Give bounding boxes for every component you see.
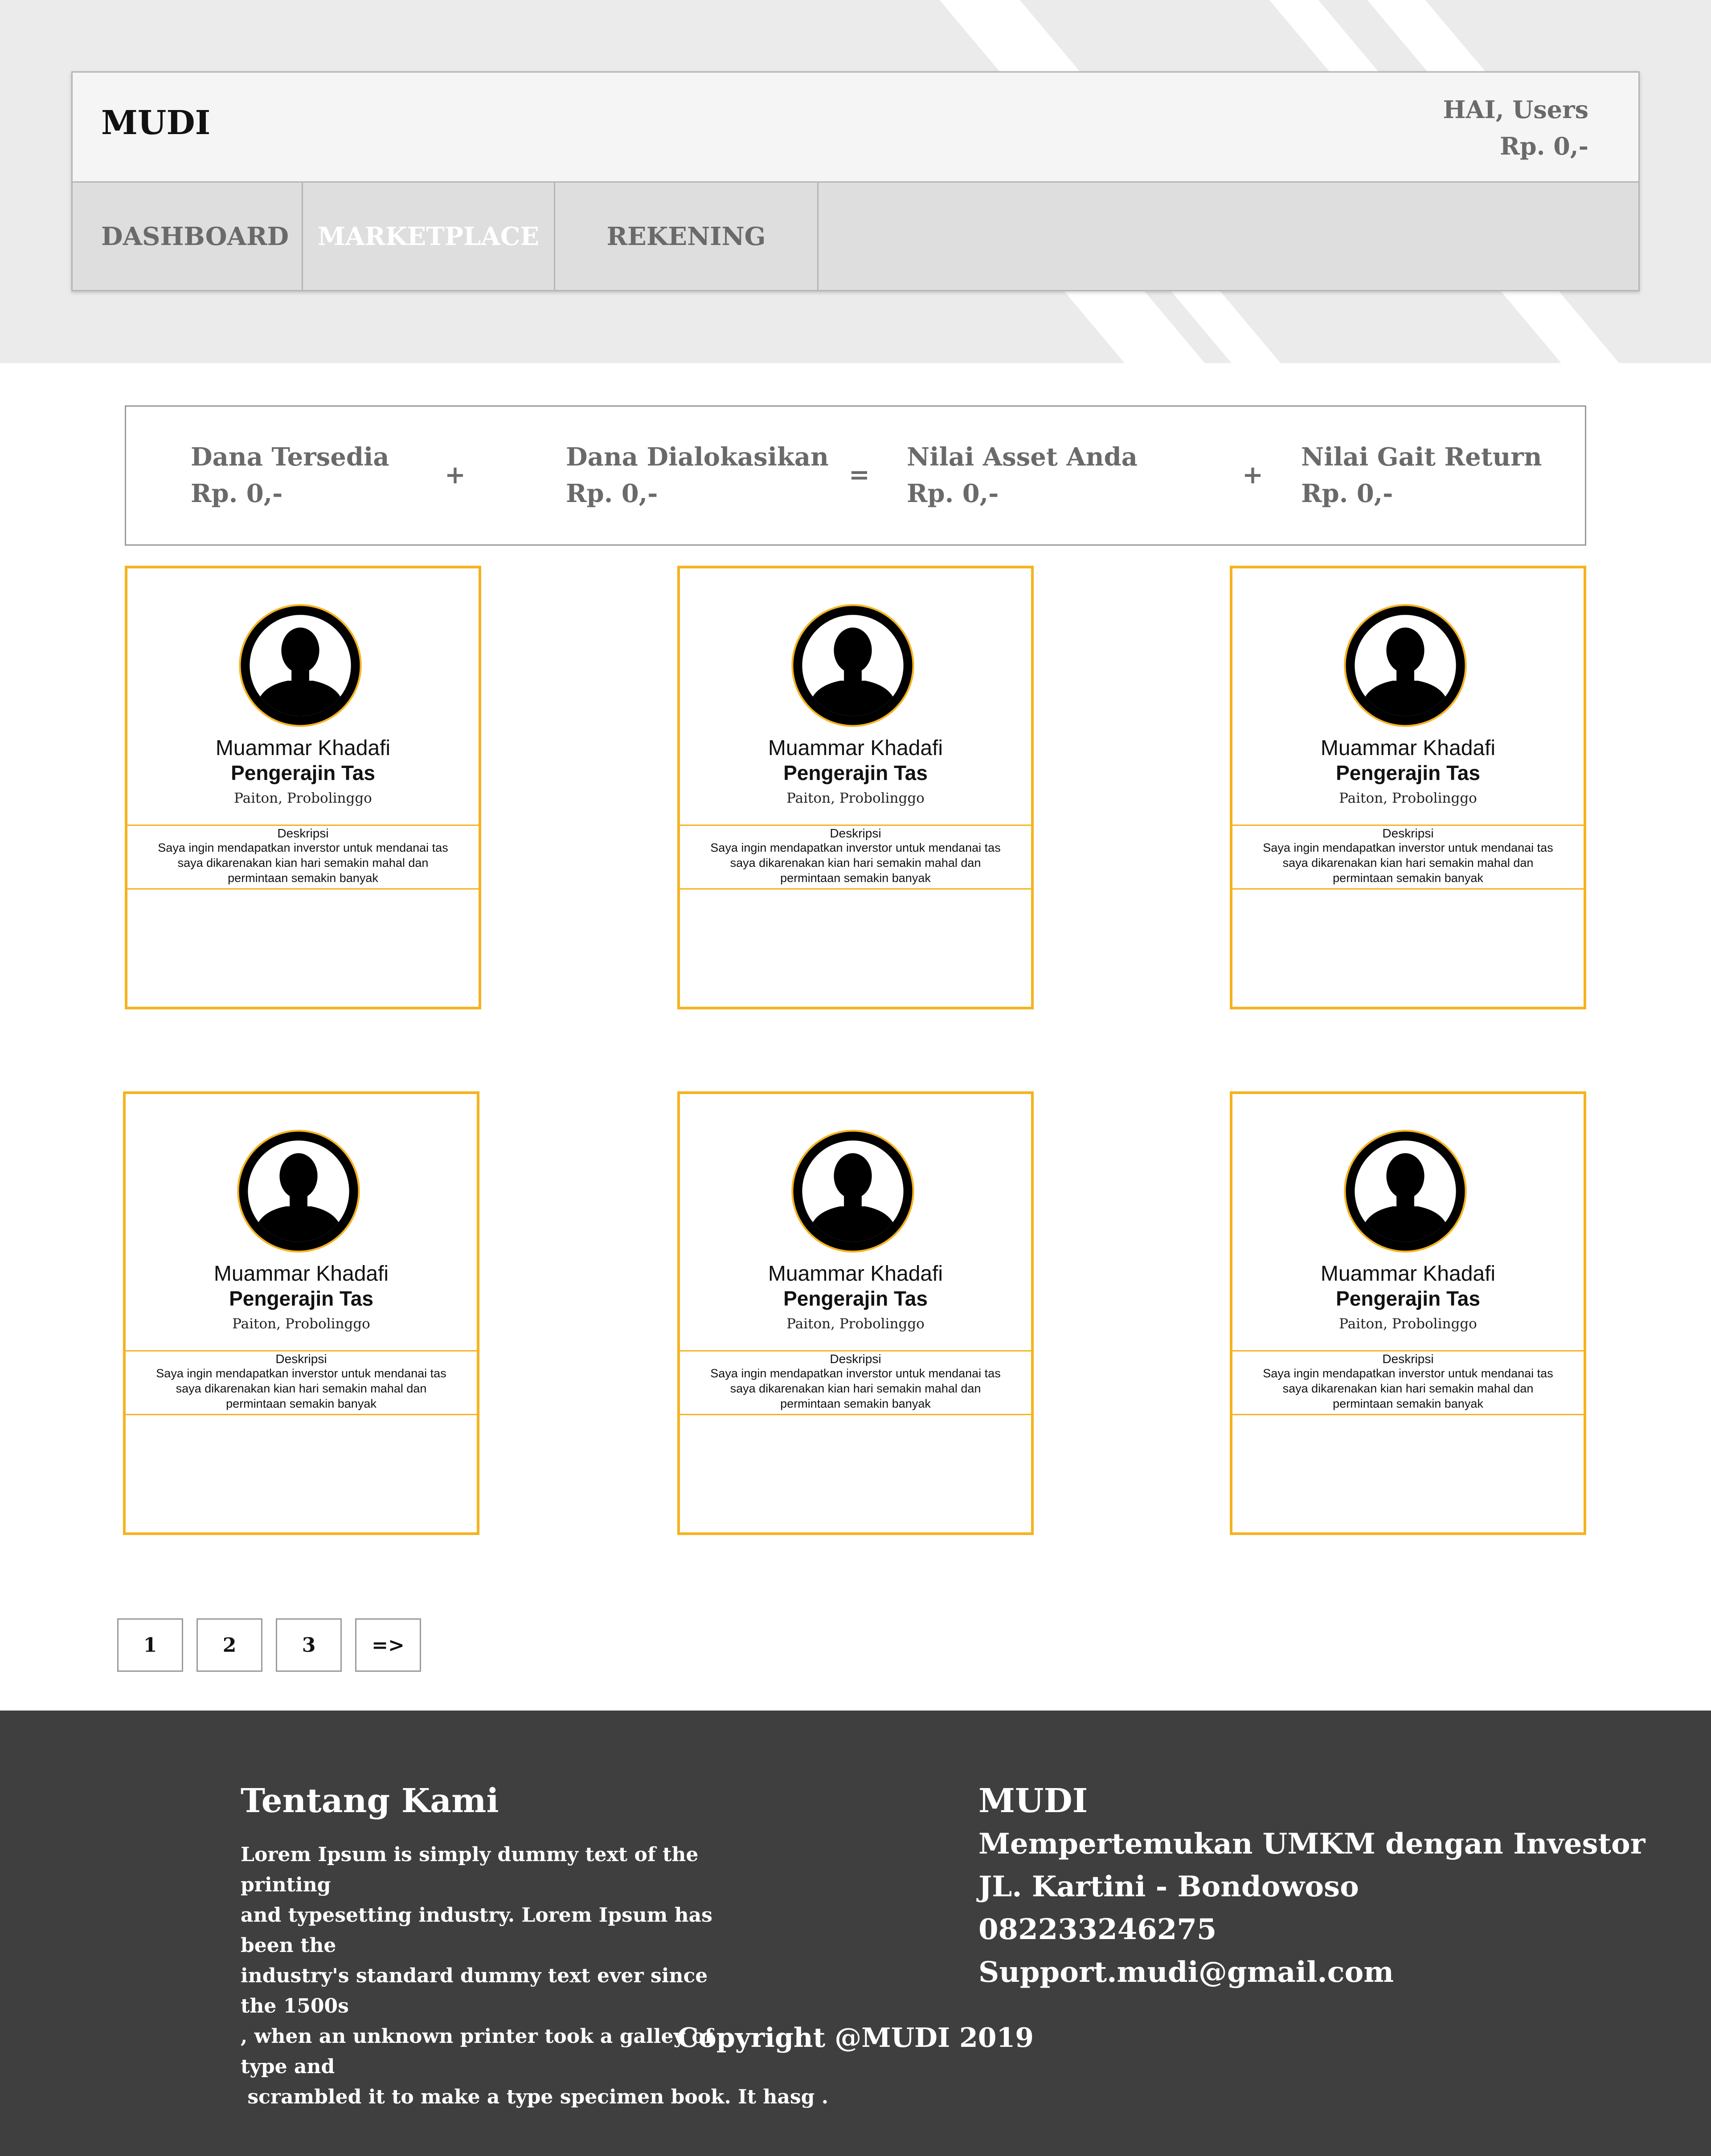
description-line: saya dikarenakan kian hari semakin mahal dan (176, 1382, 427, 1395)
about-line: industry's standard dummy text ever since the 1500s (241, 1964, 708, 2017)
description-line: permintaan semakin banyak (780, 871, 931, 885)
card-description (126, 1350, 477, 1415)
summary-label: Dana Dialokasikan (566, 442, 829, 472)
hero-stripe (1367, 0, 1489, 76)
nav-label: REKENING (606, 221, 766, 251)
umkm-card[interactable] (125, 566, 481, 1009)
card-owner-name: Muammar Khadafi (1320, 736, 1496, 760)
summary-nilai-gait-return (1301, 439, 1542, 512)
description-title: Deskripsi (830, 1352, 881, 1366)
avatar-icon (235, 1128, 362, 1254)
next-page-button[interactable]: => (355, 1618, 421, 1672)
page-1-button[interactable]: 1 (117, 1618, 183, 1672)
description-line: Saya ingin mendapatkan inverstor untuk mendanai tas (710, 841, 1001, 854)
avatar-icon (790, 602, 916, 729)
card-owner-name: Muammar Khadafi (1320, 1262, 1496, 1286)
footer-email[interactable]: Support.mudi@gmail.com (978, 1956, 1394, 1989)
about-text (241, 1840, 829, 2112)
summary-value: Rp. 0,- (1301, 479, 1393, 508)
about-title: Tentang Kami (241, 1782, 499, 1820)
brand-logo[interactable]: MUDI (101, 104, 211, 142)
card-role: Pengerajin Tas (1336, 761, 1480, 784)
summary-label: Nilai Asset Anda (907, 442, 1138, 472)
card-location: Paiton, Probolinggo (234, 790, 372, 806)
main-nav (73, 181, 1638, 290)
hero-background (0, 0, 1711, 363)
card-description (680, 825, 1031, 890)
description-title: Deskripsi (277, 826, 329, 840)
summary-dana-tersedia (191, 439, 389, 512)
description-line: Saya ingin mendapatkan inverstor untuk mendanai tas (1263, 1367, 1553, 1380)
hero-stripe (1501, 291, 1623, 363)
card-owner-name: Muammar Khadafi (768, 736, 943, 760)
card-owner-name: Muammar Khadafi (215, 736, 391, 760)
nav-marketplace[interactable] (303, 183, 555, 290)
hero-stripe (1269, 0, 1382, 76)
card-role: Pengerajin Tas (783, 761, 928, 784)
summary-label: Dana Tersedia (191, 442, 389, 472)
card-location: Paiton, Probolinggo (1339, 1316, 1477, 1332)
umkm-card[interactable] (677, 566, 1034, 1009)
nav-rekening[interactable] (555, 183, 819, 290)
card-location: Paiton, Probolinggo (232, 1316, 370, 1332)
description-line: saya dikarenakan kian hari semakin mahal dan (730, 1382, 981, 1395)
page-2-button[interactable]: 2 (196, 1618, 262, 1672)
plus-operator: + (445, 460, 466, 490)
description-line: saya dikarenakan kian hari semakin mahal dan (1282, 856, 1534, 870)
nav-dashboard[interactable] (73, 183, 303, 290)
card-description (127, 825, 479, 890)
description-line: saya dikarenakan kian hari semakin mahal dan (177, 856, 429, 870)
user-balance: Rp. 0,- (1499, 132, 1588, 160)
card-description (1232, 825, 1584, 890)
summary-value: Rp. 0,- (566, 479, 658, 508)
description-line: permintaan semakin banyak (228, 871, 378, 885)
description-title: Deskripsi (830, 826, 881, 840)
avatar-icon (790, 1128, 916, 1254)
umkm-card[interactable] (1230, 566, 1586, 1009)
description-line: Saya ingin mendapatkan inverstor untuk mendanai tas (156, 1367, 446, 1380)
description-line: Saya ingin mendapatkan inverstor untuk mendanai tas (710, 1367, 1001, 1380)
card-location: Paiton, Probolinggo (786, 1316, 925, 1332)
app-header (71, 71, 1640, 291)
description-line: permintaan semakin banyak (1333, 871, 1483, 885)
umkm-card[interactable] (123, 1091, 479, 1535)
description-title: Deskripsi (1382, 826, 1434, 840)
card-location: Paiton, Probolinggo (786, 790, 925, 806)
description-line: permintaan semakin banyak (780, 1397, 931, 1410)
summary-value: Rp. 0,- (191, 479, 283, 508)
equals-operator: = (849, 460, 870, 490)
about-line: scrambled it to make a type specimen book. It hasg . (241, 2086, 829, 2108)
hero-stripe (940, 0, 1084, 76)
nav-label: MARKETPLACE (317, 221, 540, 251)
description-line: saya dikarenakan kian hari semakin mahal dan (1282, 1382, 1534, 1395)
card-role: Pengerajin Tas (229, 1287, 373, 1310)
avatar-icon (1342, 602, 1469, 729)
card-description (1232, 1350, 1584, 1415)
card-description (680, 1350, 1031, 1415)
footer-phone[interactable]: 082233246275 (978, 1913, 1217, 1946)
about-line: Lorem Ipsum is simply dummy text of the printing (241, 1843, 699, 1896)
avatar-icon (1342, 1128, 1469, 1254)
nav-label: DASHBOARD (101, 221, 289, 251)
umkm-card[interactable] (1230, 1091, 1586, 1535)
greeting-text: HAI, Users (1443, 95, 1588, 124)
user-greeting[interactable] (1443, 91, 1588, 164)
site-footer (0, 1711, 1711, 2156)
card-owner-name: Muammar Khadafi (768, 1262, 943, 1286)
footer-tagline: Mempertemukan UMKM dengan Investor (978, 1827, 1646, 1861)
footer-address: JL. Kartini - Bondowoso (978, 1870, 1359, 1903)
page-3-button[interactable]: 3 (276, 1618, 342, 1672)
description-line: permintaan semakin banyak (226, 1397, 377, 1410)
plus-operator: + (1242, 460, 1263, 490)
copyright: Copyright @MUDI 2019 (677, 2022, 1034, 2054)
card-location: Paiton, Probolinggo (1339, 790, 1477, 806)
about-line: and typesetting industry. Lorem Ipsum has been the (241, 1904, 712, 1957)
card-role: Pengerajin Tas (231, 761, 375, 784)
umkm-card[interactable] (677, 1091, 1034, 1535)
avatar-icon (237, 602, 364, 729)
card-role: Pengerajin Tas (783, 1287, 928, 1310)
description-title: Deskripsi (1382, 1352, 1434, 1366)
description-line: permintaan semakin banyak (1333, 1397, 1483, 1410)
footer-brand: MUDI (978, 1782, 1088, 1820)
description-line: saya dikarenakan kian hari semakin mahal dan (730, 856, 981, 870)
about-line: , when an unknown printer took a galley of type and (241, 2025, 713, 2078)
asset-summary (125, 405, 1586, 546)
summary-nilai-asset (907, 439, 1138, 512)
summary-value: Rp. 0,- (907, 479, 999, 508)
card-role: Pengerajin Tas (1336, 1287, 1480, 1310)
description-line: Saya ingin mendapatkan inverstor untuk mendanai tas (1263, 841, 1553, 854)
summary-label: Nilai Gait Return (1301, 442, 1542, 472)
description-title: Deskripsi (275, 1352, 327, 1366)
card-owner-name: Muammar Khadafi (213, 1262, 389, 1286)
description-line: Saya ingin mendapatkan inverstor untuk mendanai tas (158, 841, 448, 854)
summary-dana-dialokasikan (566, 439, 829, 512)
